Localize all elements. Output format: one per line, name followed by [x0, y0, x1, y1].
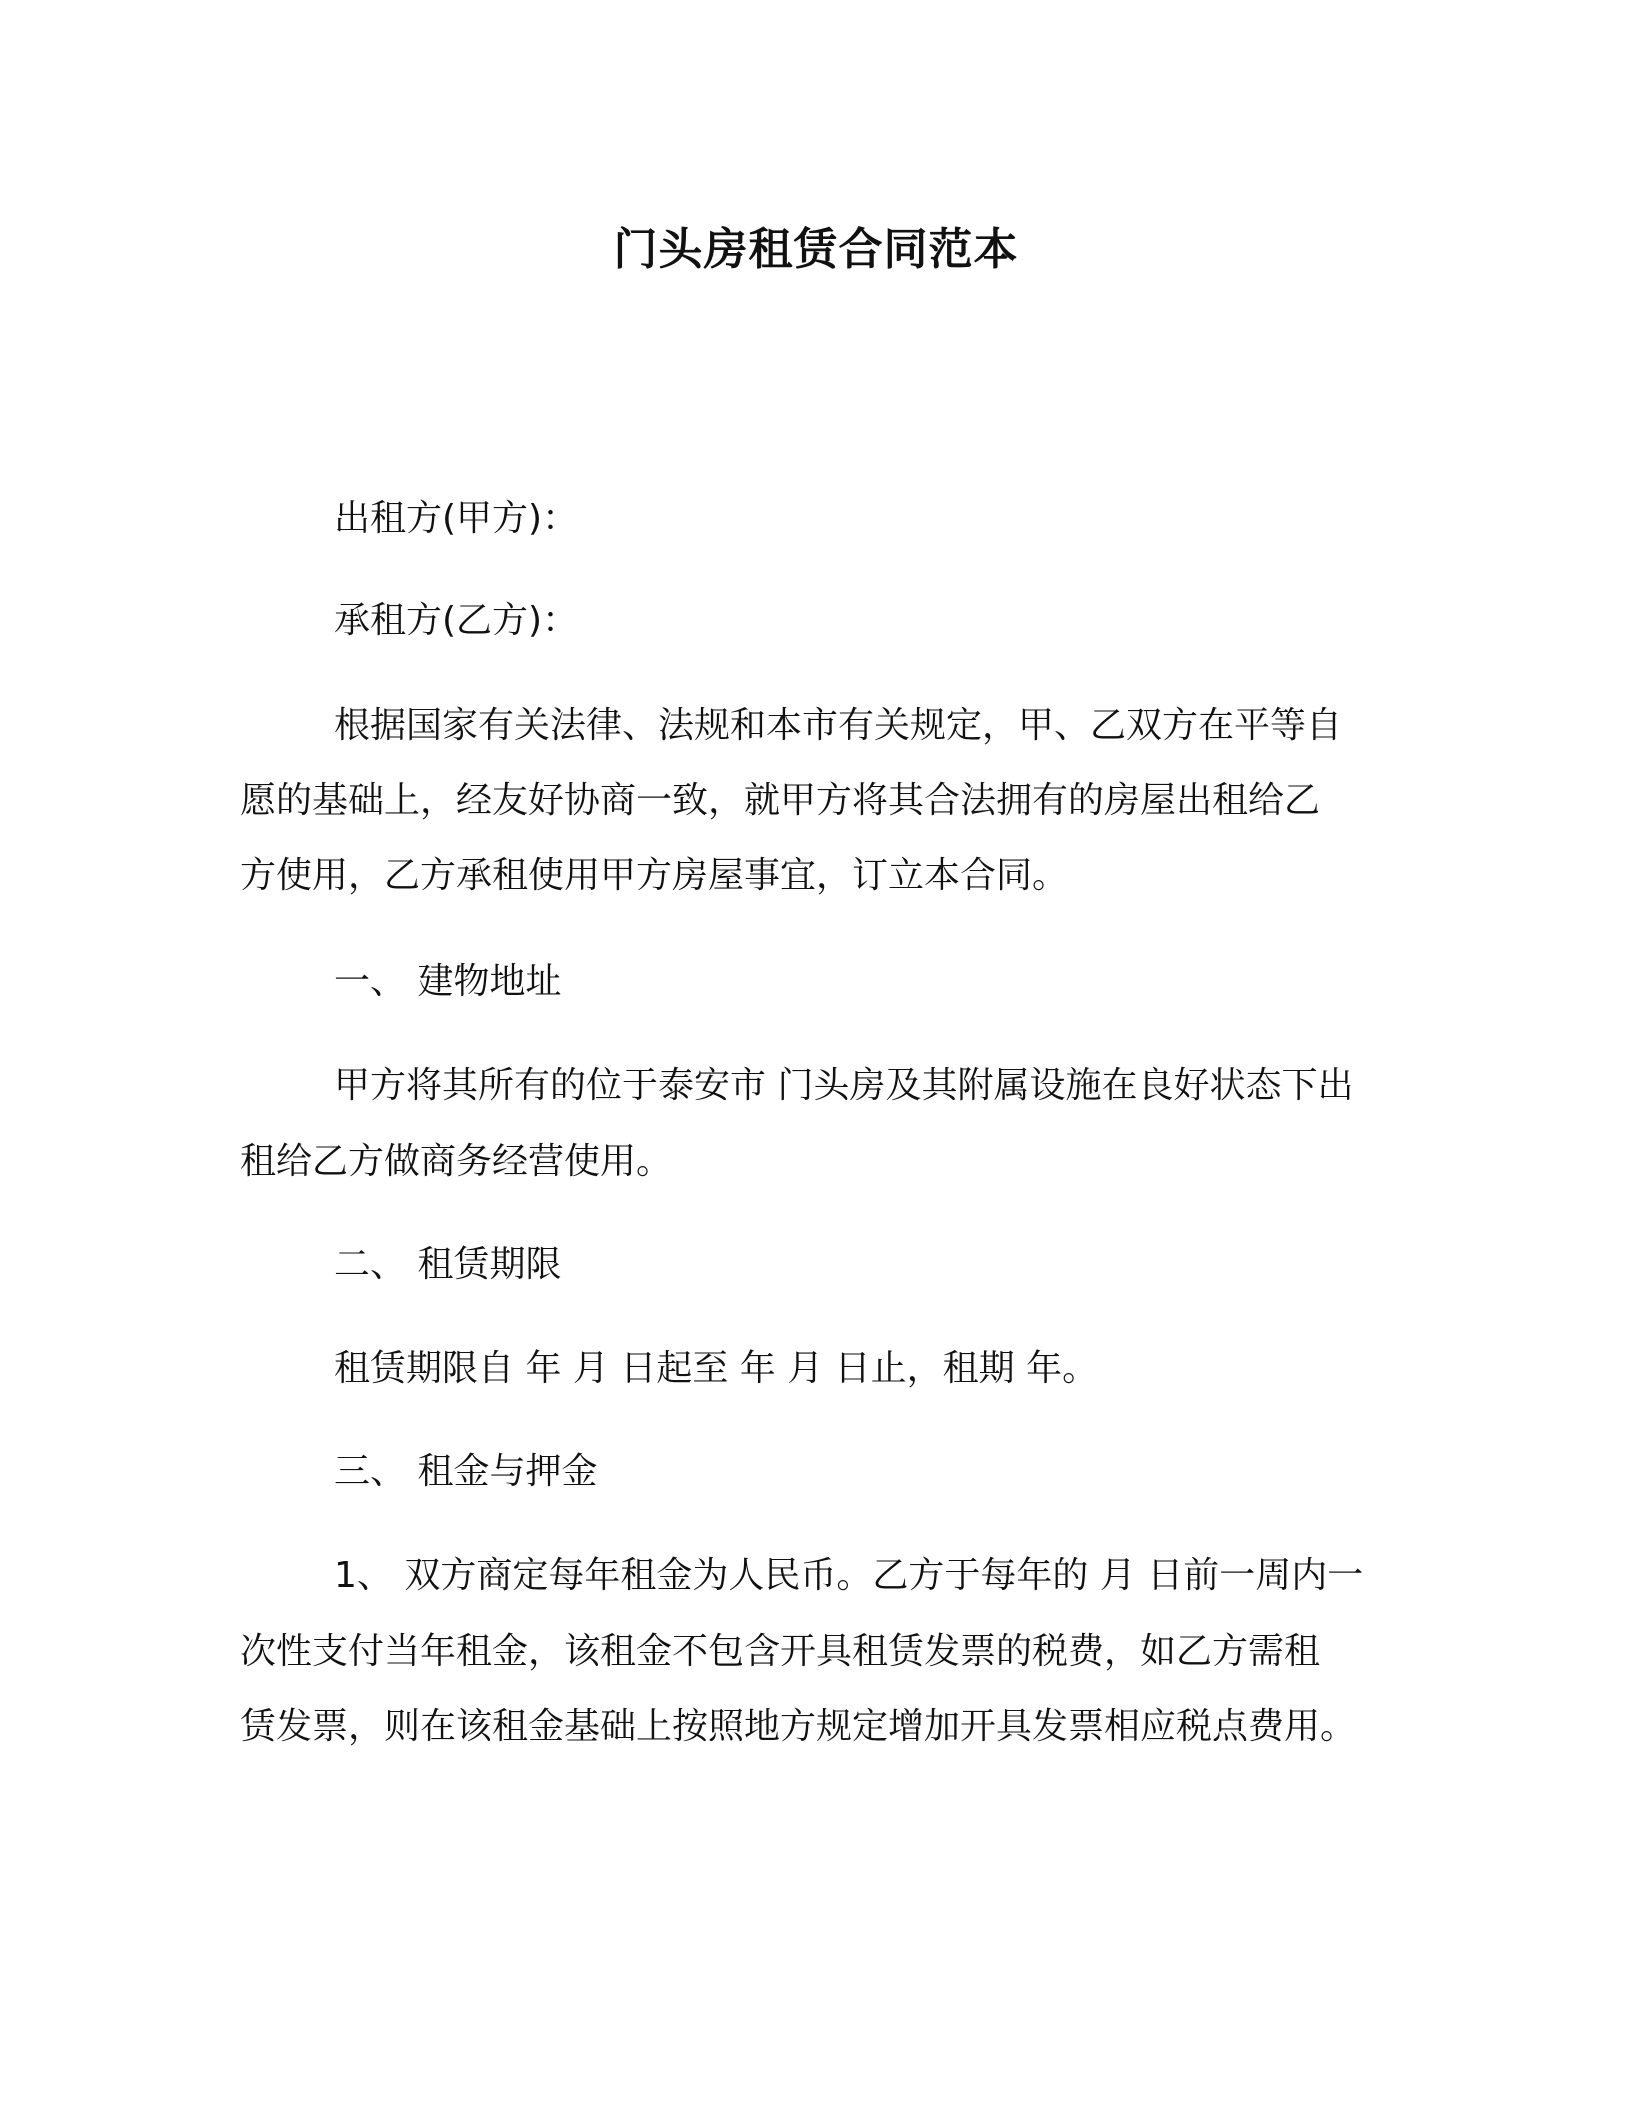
- preamble-line-3: 方使用，乙方承租使用甲方房屋事宜，订立本合同。: [240, 855, 1069, 896]
- section3-line-2: 次性支付当年租金，该租金不包含开具租赁发票的税费，如乙方需租: [240, 1631, 1321, 1672]
- section3-line-1: 1、 双方商定每年租金为人民币。乙方于每年的 月 日前一周内一: [334, 1555, 1364, 1596]
- section1-line-1: 甲方将其所有的位于泰安市 门头房及其附属设施在良好状态下出: [334, 1065, 1354, 1106]
- section2-line-1: 租赁期限自 年 月 日起至 年 月 日止，租期 年。: [334, 1348, 1099, 1389]
- section1-heading: 一、 建物地址: [334, 961, 562, 1002]
- section3-line-3: 赁发票，则在该租金基础上按照地方规定增加开具发票相应税点费用。: [240, 1706, 1357, 1747]
- section1-line-2: 租给乙方做商务经营使用。: [240, 1141, 673, 1182]
- preamble-line-2: 愿的基础上，经友好协商一致，就甲方将其合法拥有的房屋出租给乙: [240, 780, 1321, 821]
- section2-heading: 二、 租赁期限: [334, 1244, 562, 1285]
- section3-heading: 三、 租金与押金: [334, 1451, 598, 1492]
- lessor-label: 出租方(甲方)：: [334, 498, 579, 539]
- lessee-label: 承租方(乙方)：: [334, 600, 579, 641]
- preamble-line-1: 根据国家有关法律、法规和本市有关规定，甲、乙双方在平等自: [334, 705, 1343, 746]
- document-title: 门头房租赁合同范本: [613, 224, 1019, 275]
